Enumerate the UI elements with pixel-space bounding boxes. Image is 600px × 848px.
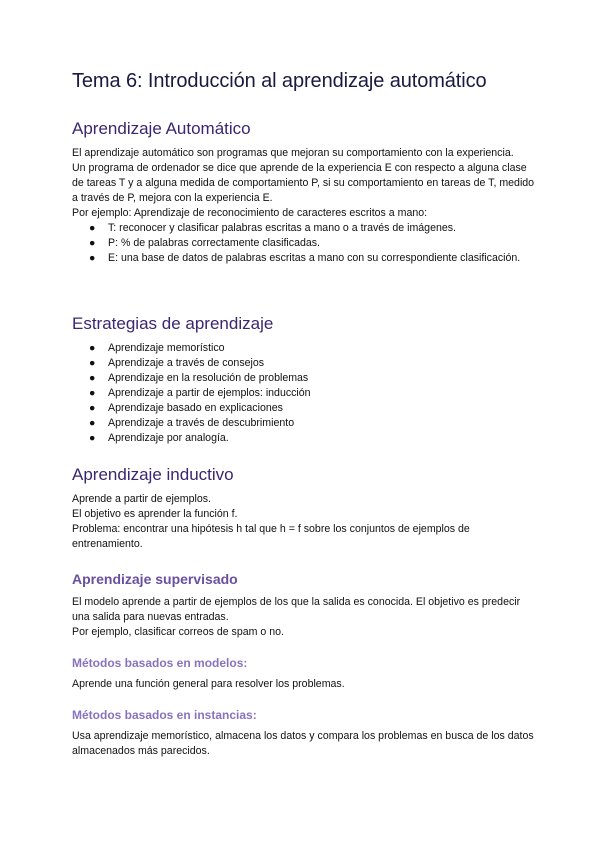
list-item	[72, 341, 537, 356]
list-item-text: Aprendizaje basado en explicaciones	[108, 402, 283, 414]
list-item	[72, 221, 537, 236]
paragraph: Problema: encontrar una hipótesis h tal que h = f sobre los conjuntos de ejemplos de entrenamiento.	[72, 523, 470, 550]
list-item-text: Aprendizaje por analogía.	[108, 432, 229, 444]
page-title: Tema 6: Introducción al aprendizaje automático	[72, 70, 487, 92]
bullet-icon: ●	[89, 432, 96, 444]
list-item-text: Aprendizaje a través de descubrimiento	[108, 417, 295, 429]
section-body-inductivo	[72, 492, 537, 552]
paragraph: Por ejemplo, clasificar correos de spam o no.	[72, 626, 284, 638]
bullet-icon: ●	[89, 222, 96, 234]
bullet-list	[72, 341, 537, 446]
bullet-list	[72, 221, 537, 266]
bullet-icon: ●	[89, 252, 96, 264]
section-body-estrategias	[72, 341, 537, 446]
subsubsection-body-instancias	[72, 729, 537, 759]
paragraph: Aprende a partir de ejemplos.	[72, 493, 211, 505]
section-heading-aprendizaje-automatico: Aprendizaje Automático	[72, 119, 251, 138]
paragraph: El aprendizaje automático son programas que mejoran su comportamiento con la experiencia.	[72, 147, 514, 159]
subsection-heading-supervisado: Aprendizaje supervisado	[72, 571, 238, 587]
paragraph: El objetivo es aprender la función f.	[72, 508, 238, 520]
section-body-aprendizaje-automatico	[72, 146, 537, 266]
bullet-icon: ●	[89, 417, 96, 429]
list-item-text: T: reconocer y clasificar palabras escritas a mano o a través de imágenes.	[108, 222, 456, 234]
bullet-icon: ●	[89, 387, 96, 399]
subsection-body-supervisado	[72, 595, 537, 640]
bullet-icon: ●	[89, 402, 96, 414]
list-item	[72, 371, 537, 386]
list-item	[72, 401, 537, 416]
list-item-text: Aprendizaje en la resolución de problemas	[108, 372, 309, 384]
paragraph: El modelo aprende a partir de ejemplos de los que la salida es conocida. El objetivo es predecir una salida para nuevas entradas.	[72, 596, 521, 623]
list-item	[72, 356, 537, 371]
list-item-text: E: una base de datos de palabras escritas a mano con su correspondiente clasificación.	[108, 252, 521, 264]
bullet-icon: ●	[89, 237, 96, 249]
list-item-text: P: % de palabras correctamente clasificadas.	[108, 237, 320, 249]
list-item	[72, 431, 537, 446]
paragraph: Por ejemplo: Aprendizaje de reconocimiento de caracteres escritos a mano:	[72, 207, 428, 219]
list-item	[72, 251, 537, 266]
section-heading-estrategias: Estrategias de aprendizaje	[72, 314, 274, 333]
list-item	[72, 416, 537, 431]
bullet-icon: ●	[89, 357, 96, 369]
bullet-icon: ●	[89, 342, 96, 354]
list-item-text: Aprendizaje memorístico	[108, 342, 225, 354]
subsubsection-heading-modelos: Métodos basados en modelos:	[72, 656, 248, 670]
subsubsection-body-modelos	[72, 677, 537, 692]
subsubsection-heading-instancias: Métodos basados en instancias:	[72, 708, 257, 722]
list-item-text: Aprendizaje a partir de ejemplos: inducción	[108, 387, 311, 399]
paragraph: Un programa de ordenador se dice que aprende de la experiencia E con respecto a alguna clase de tareas T y a alguna medida de comportamiento P, si su comportamiento en tareas de T, medido a través de P, mejora con la experiencia E.	[72, 162, 535, 204]
list-item	[72, 236, 537, 251]
section-heading-inductivo: Aprendizaje inductivo	[72, 465, 234, 484]
list-item	[72, 386, 537, 401]
paragraph: Aprende una función general para resolver los problemas.	[72, 678, 345, 690]
list-item-text: Aprendizaje a través de consejos	[108, 357, 265, 369]
bullet-icon: ●	[89, 372, 96, 384]
paragraph: Usa aprendizaje memorístico, almacena los datos y compara los problemas en busca de los datos almacenados más parecidos.	[72, 730, 534, 757]
